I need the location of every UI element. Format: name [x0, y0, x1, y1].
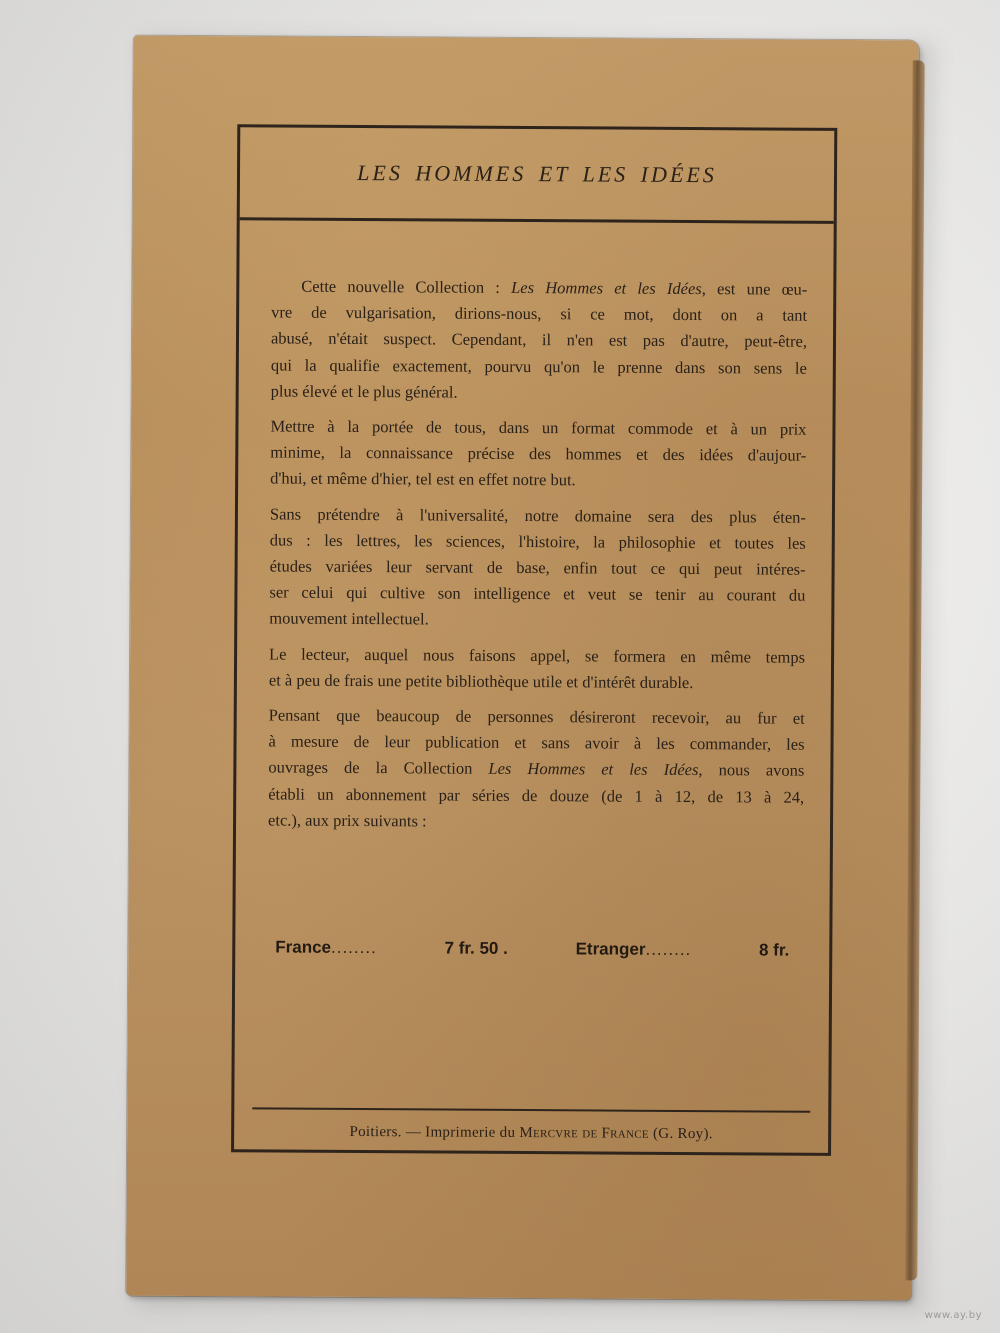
- paragraph-2: [270, 413, 806, 495]
- paragraph-5: [268, 702, 805, 836]
- text-line: d'hui, et même d'hier, tel est en effet notre but.: [270, 468, 576, 490]
- printer-imprint: Poitiers. — Imprimerie du Mercvre de France (G. Roy).: [349, 1123, 713, 1143]
- text-line: abusé, n'était suspect. Cependant, il n'en est pas d'autre, peut-être,: [270, 328, 808, 352]
- text-line: établi un abonnement par séries de douze (de 1 à 12, de 13 à 24,: [268, 784, 805, 807]
- booklet-back-cover: [126, 36, 919, 1301]
- paragraph-1: [271, 273, 808, 407]
- price-etranger-value: 8 fr.: [758, 940, 790, 960]
- text-line: minime, la connaissance précise des hommes et des idées d'aujour-: [270, 442, 807, 465]
- text-line: ser celui qui cultive son intelligence et veut se tenir au courant du: [269, 582, 806, 605]
- text-line: plus élevé et le plus général.: [270, 381, 458, 402]
- price-france-value: 7 fr. 50 .: [444, 938, 508, 958]
- text-line: vre de vulgarisation, dirions-nous, si ce mot, dont on a tant: [271, 302, 808, 325]
- footer-divider: [252, 1107, 810, 1112]
- price-etranger: Etranger........: [575, 939, 692, 960]
- text-line: à mesure de leur publication et sans avoir à les commander, les: [268, 731, 805, 754]
- text-line: ouvrages de la Collection Les Hommes et les Idées, nous avons: [268, 757, 805, 781]
- subscription-prices: [275, 937, 789, 960]
- printed-frame: [231, 124, 837, 1156]
- text-line: qui la qualifie exactement, pourvu qu'on le prenne dans son sens le: [270, 355, 807, 378]
- text-line: et à peu de frais une petite bibliothèque utile et d'intérêt durable.: [268, 670, 694, 692]
- title-band: [240, 127, 835, 224]
- text-line: mouvement intellectuel.: [269, 608, 429, 629]
- text-line: études variées leur servant de base, enfin tout ce qui peut intéres-: [269, 556, 806, 579]
- text-line: dus : les lettres, les sciences, l'histoire, la philosophie et toutes les: [269, 530, 806, 553]
- description-text: [268, 273, 807, 845]
- text-line: etc.), aux prix suivants :: [268, 810, 427, 831]
- text-line: Sans prétendre à l'universalité, notre domaine sera des plus éten-: [269, 504, 806, 527]
- collection-title: LES HOMMES ET LES IDÉES: [357, 159, 717, 188]
- paragraph-4: [269, 641, 805, 697]
- text-line: Le lecteur, auquel nous faisons appel, se formera en même temps: [269, 644, 806, 667]
- paragraph-3: [269, 501, 806, 635]
- site-watermark: www.ay.by: [924, 1310, 982, 1321]
- text-line: Cette nouvelle Collection : Les Hommes et les Idées, est une œu-: [301, 276, 808, 299]
- text-line: Mettre à la portée de tous, dans un format commode et à un prix: [270, 416, 807, 439]
- price-france: France........: [275, 937, 377, 958]
- text-line: Pensant que beaucoup de personnes désireront recevoir, au fur et: [268, 705, 805, 728]
